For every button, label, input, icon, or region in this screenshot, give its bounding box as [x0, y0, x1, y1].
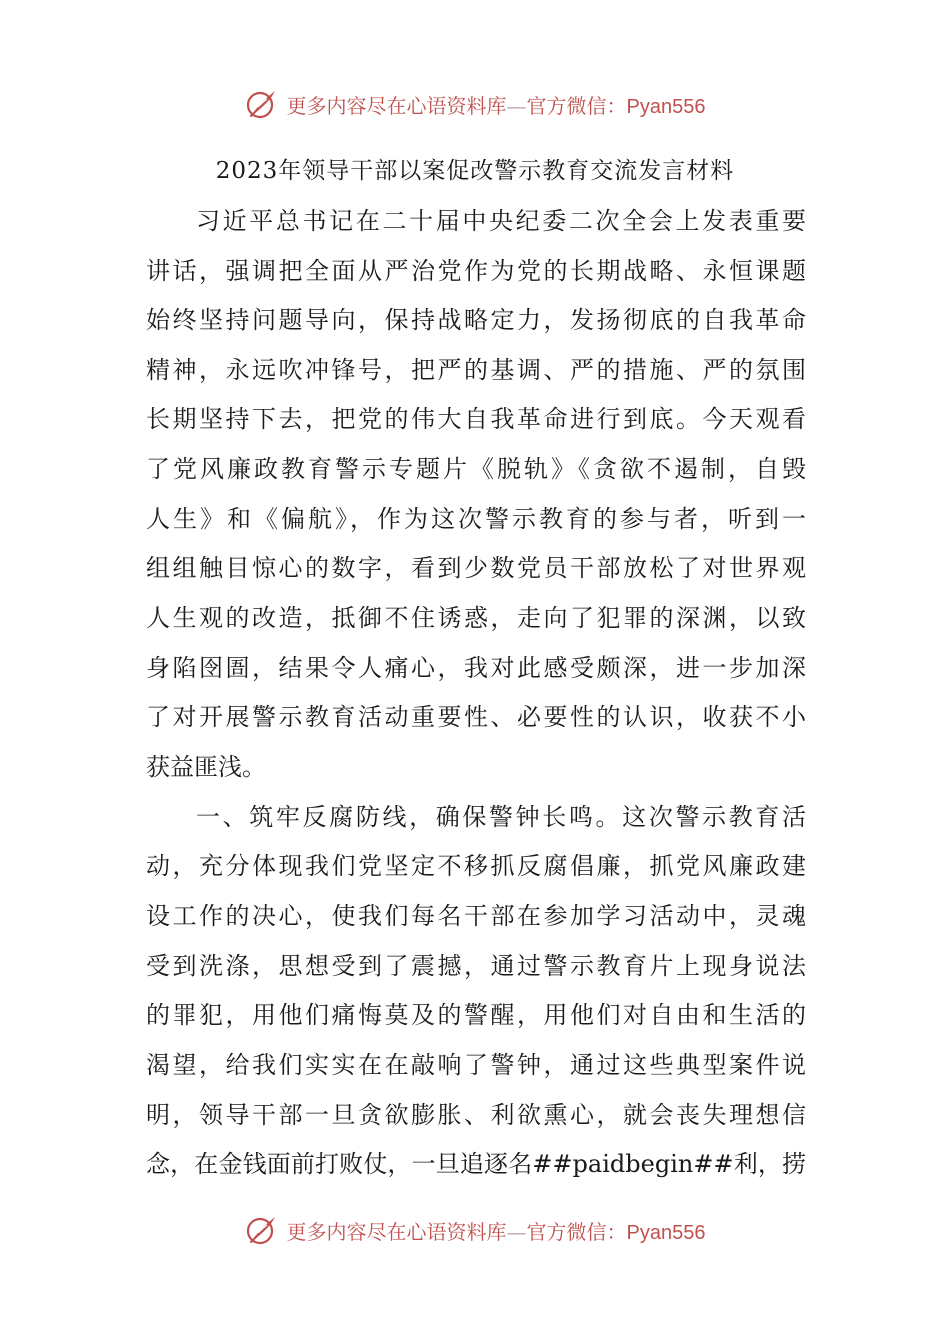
body-line: 人生观的改造，抵御不住诱惑，走向了犯罪的深渊，以致 [146, 604, 806, 632]
body-line: 动，充分体现我们党坚定不移抓反腐倡廉，抓党风廉政建 [146, 852, 806, 880]
body-line: 人生》和《偏航》，作为这次警示教育的参与者，听到一 [146, 505, 806, 533]
watermark-main: 更多内容尽在心语资料库 [286, 93, 507, 118]
body-line: 受到洗涤，思想受到了震撼，通过警示教育片上现身说法 [146, 952, 806, 980]
watermark-text [287, 90, 706, 119]
body-line: 的罪犯，用他们痛悔莫及的警醒，用他们对自由和生活的 [146, 1001, 806, 1029]
body-line: 一、筑牢反腐防线，确保警钟长鸣。这次警示教育活 [196, 803, 806, 831]
watermark-main: 更多内容尽在心语资料库 [286, 1219, 507, 1244]
body-line: 讲话，强调把全面从严治党作为党的长期战略、永恒课题 [146, 257, 806, 285]
body-line: 设工作的决心，使我们每名干部在参加学习活动中，灵魂 [146, 902, 806, 930]
body-line: 了对开展警示教育活动重要性、必要性的认识，收获不小 [146, 703, 806, 731]
quill-pen-logo-icon [245, 1213, 279, 1247]
body-line: 习近平总书记在二十届中央纪委二次全会上发表重要 [196, 207, 806, 235]
watermark-text [287, 1216, 706, 1245]
header-watermark [0, 84, 950, 124]
document-title: 2023年领导干部以案促改警示教育交流发言材料 [215, 158, 735, 184]
watermark-wechat-label: 官方微信： [526, 1219, 627, 1244]
body-line: 身陷囹圄，结果令人痛心，我对此感受颇深，进一步加深 [146, 654, 806, 682]
watermark-dash: — [506, 93, 527, 118]
body-line: 长期坚持下去，把党的伟大自我革命进行到底。今天观看 [146, 405, 806, 433]
watermark-wechat-id: Pyan556 [626, 1221, 706, 1244]
footer-watermark [0, 1210, 950, 1250]
body-line: 获益匪浅。 [146, 753, 266, 781]
body-line: 渴望，给我们实实在在敲响了警钟，通过这些典型案件说 [146, 1051, 806, 1079]
quill-pen-logo-icon [245, 87, 279, 121]
body-line: 精神，永远吹冲锋号，把严的基调、严的措施、严的氛围 [146, 356, 806, 384]
watermark-dash: — [506, 1219, 527, 1244]
body-line: 明，领导干部一旦贪欲膨胀、利欲熏心，就会丧失理想信 [146, 1101, 806, 1129]
body-line: 了党风廉政教育警示专题片《脱轨》《贪欲不遏制，自毁 [146, 455, 806, 483]
body-line: 念，在金钱面前打败仗，一旦追逐名##paidbegin##利，捞 [146, 1150, 806, 1178]
body-line: 组组触目惊心的数字，看到少数党员干部放松了对世界观 [146, 554, 806, 582]
body-line: 始终坚持问题导向，保持战略定力，发扬彻底的自我革命 [146, 306, 806, 334]
watermark-wechat-label: 官方微信： [526, 93, 627, 118]
watermark-wechat-id: Pyan556 [626, 95, 706, 118]
